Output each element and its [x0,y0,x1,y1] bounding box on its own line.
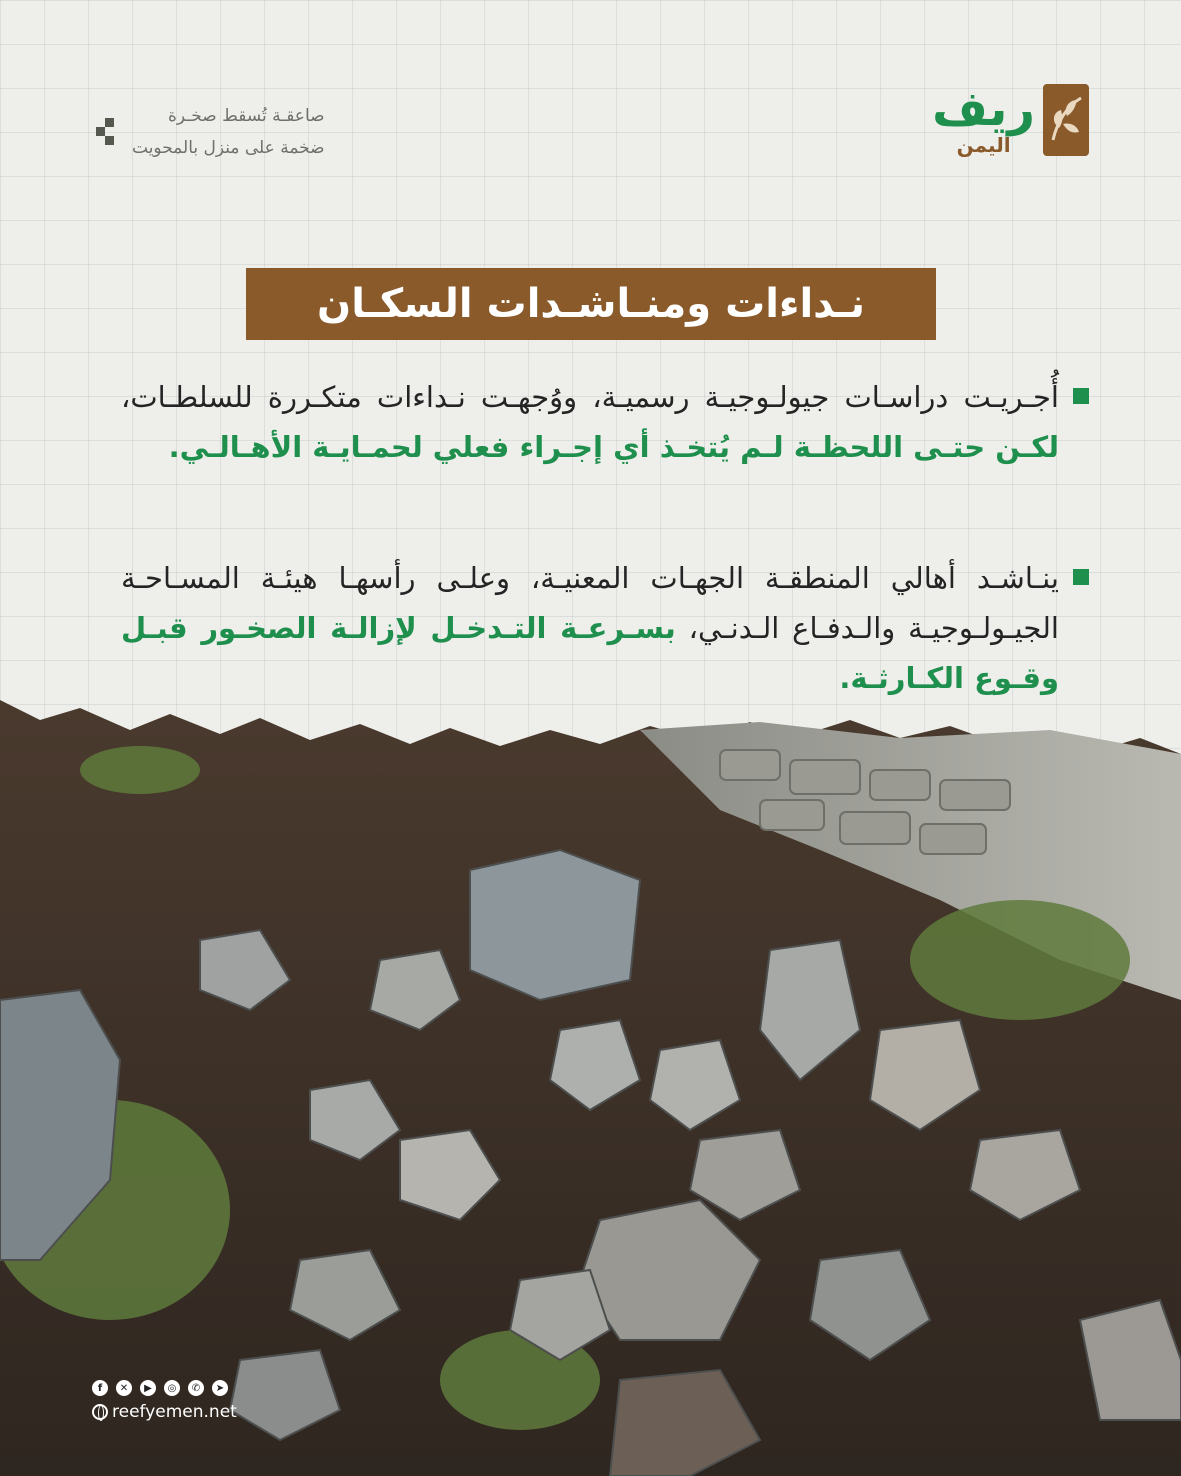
bullet-icon [1073,388,1089,404]
header-caption [92,100,325,164]
website-url[interactable]: reefyemen.net [112,1402,237,1422]
facebook-icon[interactable]: f [92,1380,108,1396]
social-links [92,1380,237,1396]
instagram-icon[interactable]: ◎ [164,1380,180,1396]
pixel-deco-icon [92,110,118,154]
leaf-icon [1043,84,1089,156]
brand-logo [932,81,1089,157]
telegram-icon[interactable]: ➤ [212,1380,228,1396]
whatsapp-icon[interactable]: ✆ [188,1380,204,1396]
youtube-icon[interactable]: ▶ [140,1380,156,1396]
paragraph-1-highlight: لكـن حتـى اللحظـة لـم يُتخـذ أي إجـراء فعلي لحمـايـة الأهـالـي. [168,430,1059,464]
paragraph-2-text: ينـاشـد أهالي المنطقـة الجهـات المعنيـة، وعلـى رأسهـا هيئـة المسـاحـة الجيـولـوجيـة والـدفـاع الـدنـي، [121,561,1059,645]
globe-icon [92,1404,108,1420]
paragraph-2-highlight: بسـرعـة التـدخـل لإزالـة الصخـور قبـل وقـوع الكـارثـة. [121,611,1059,695]
paragraph-text [121,553,1059,703]
caption-line-1: صاعقـة تُسقط صخـرة [168,106,325,126]
caption-line-2: ضخمة على منزل بالمحويت [132,138,325,158]
section-title-box [246,268,936,340]
website-link[interactable] [92,1402,237,1422]
brand-subtitle: اليمن [956,133,1011,157]
paragraph-2 [121,553,1089,703]
paragraph-text [121,372,1059,472]
brand-name: ريف [932,81,1035,137]
x-icon[interactable]: ✕ [116,1380,132,1396]
rockfall-photo [0,700,1181,1476]
bullet-icon [1073,569,1089,585]
footer [92,1380,237,1422]
paragraph-1-text: أُجـريـت دراسـات جيولـوجيـة رسميـة، ووُجهـت نـداءات متكـررة للسلطـات، [121,380,1059,414]
section-title: نـداءات ومنـاشـدات السكـان [317,281,865,327]
paragraph-1 [121,372,1089,472]
